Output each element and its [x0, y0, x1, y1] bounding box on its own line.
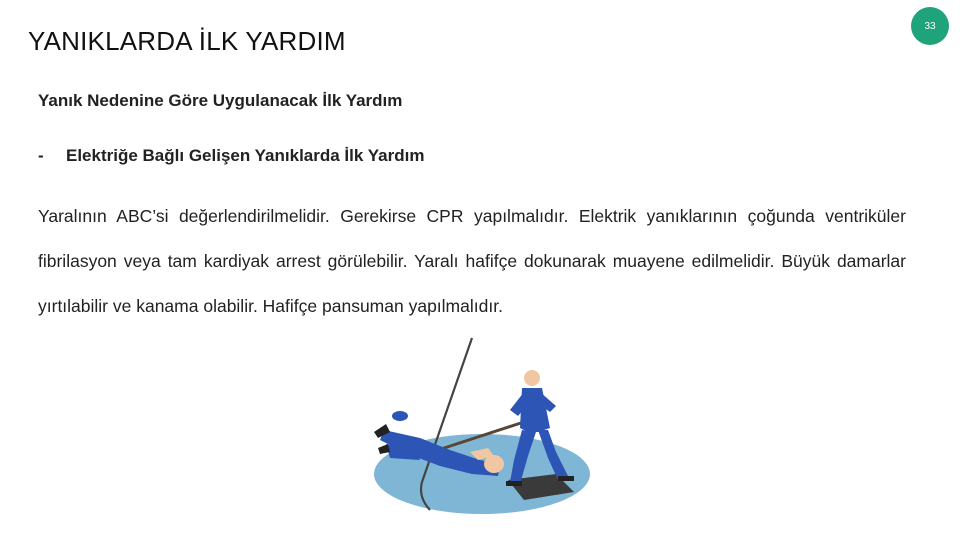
section-subtitle: Yanık Nedenine Göre Uygulanacak İlk Yardım	[38, 91, 403, 110]
page-title: YANIKLARDA İLK YARDIM	[28, 26, 346, 56]
page-number-badge: 33	[911, 7, 949, 45]
bullet-text: Elektriğe Bağlı Gelişen Yanıklarda İlk Yardım	[66, 146, 425, 165]
bullet-heading	[38, 146, 424, 166]
bullet-dash: -	[38, 146, 44, 165]
electric-rescue-illustration-icon	[360, 332, 610, 522]
body-paragraph: Yaralının ABC’si değerlendirilmelidir. Gerekirse CPR yapılmalıdır. Elektrik yanıklarının çoğunda ventriküler fibrilasyon veya tam kardiyak arrest görülebilir. Yaralı hafifçe dokunarak muayene edilmelidir. Büyük damarlar yırtılabilir ve kanama olabilir. Hafifçe pansuman yapılmalıdır.	[38, 206, 906, 316]
